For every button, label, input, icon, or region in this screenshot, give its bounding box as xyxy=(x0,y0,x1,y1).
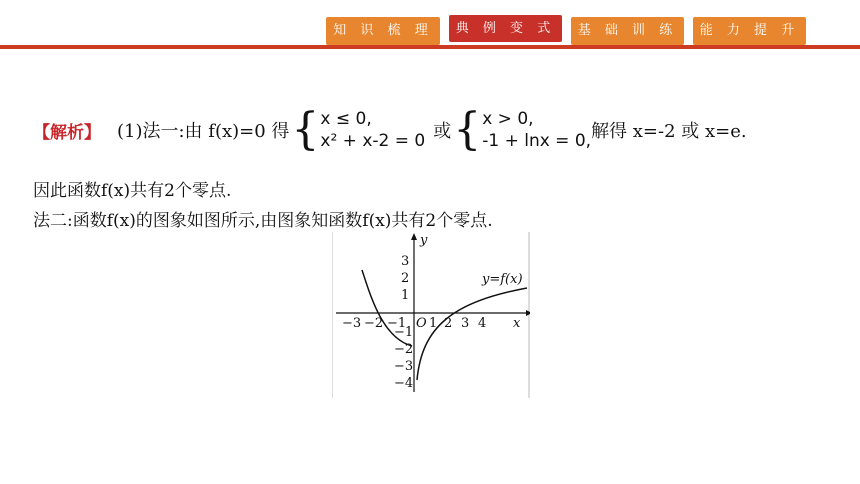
brace-left-1: { xyxy=(291,104,320,155)
header-divider xyxy=(0,45,860,49)
tab-examples[interactable]: 典 例 变 式 xyxy=(449,15,562,42)
y-tick-1: 1 xyxy=(401,288,410,303)
system-1-row-1: x ≤ 0, xyxy=(320,109,372,129)
y-axis-arrow xyxy=(411,233,417,240)
tab-ability[interactable]: 能 力 提 升 xyxy=(693,17,806,45)
tab-basic-training[interactable]: 基 础 训 练 xyxy=(571,17,684,45)
solution-label: 【解析】 xyxy=(33,122,101,143)
or-word: 或 xyxy=(433,121,452,142)
x-tick-4: 4 xyxy=(478,316,487,331)
solution-line-1 xyxy=(33,104,747,155)
system-1-row-2: x² + x-2 = 0 xyxy=(320,131,426,151)
y-tick-neg2: −2 xyxy=(394,342,414,357)
y-tick-3: 3 xyxy=(401,254,410,269)
solution-line-3: 法二:函数f(x)的图象如图所示,由图象知函数f(x)共有2个零点. xyxy=(33,211,493,231)
x-tick-3: 3 xyxy=(461,316,470,331)
tab-knowledge[interactable]: 知 识 梳 理 xyxy=(326,17,440,45)
x-tick-neg2: −2 xyxy=(364,316,384,331)
equation-system-1 xyxy=(320,108,425,152)
y-tick-neg1: −1 xyxy=(394,325,414,340)
curve-label: y=f(x) xyxy=(482,272,523,287)
y-tick-neg3: −3 xyxy=(394,359,414,374)
x-tick-neg3: −3 xyxy=(342,316,362,331)
y-tick-neg4: −4 xyxy=(394,376,414,391)
x-tick-2: 2 xyxy=(444,316,453,331)
y-tick-2: 2 xyxy=(401,271,410,286)
x-tick-1: 1 xyxy=(429,316,438,331)
solution-line-2: 因此函数f(x)共有2个零点. xyxy=(33,181,232,201)
x-axis-label: x xyxy=(513,316,521,331)
nav-tabs xyxy=(326,17,806,45)
equation-system-2 xyxy=(482,108,591,152)
y-axis-label: y xyxy=(420,233,428,248)
x-tick-neg1: −1 xyxy=(387,316,407,331)
curve-right-branch xyxy=(417,288,527,380)
function-graph xyxy=(332,232,530,398)
system-2-row-2: -1 + lnx = 0, xyxy=(482,131,592,151)
origin-label: O xyxy=(416,316,427,331)
solution-intro: (1)法一:由 f(x)=0 得 xyxy=(117,121,290,142)
solution-result: 解得 x=-2 或 x=e. xyxy=(591,121,747,142)
brace-left-2: { xyxy=(453,104,482,155)
system-2-row-1: x > 0, xyxy=(482,109,534,129)
